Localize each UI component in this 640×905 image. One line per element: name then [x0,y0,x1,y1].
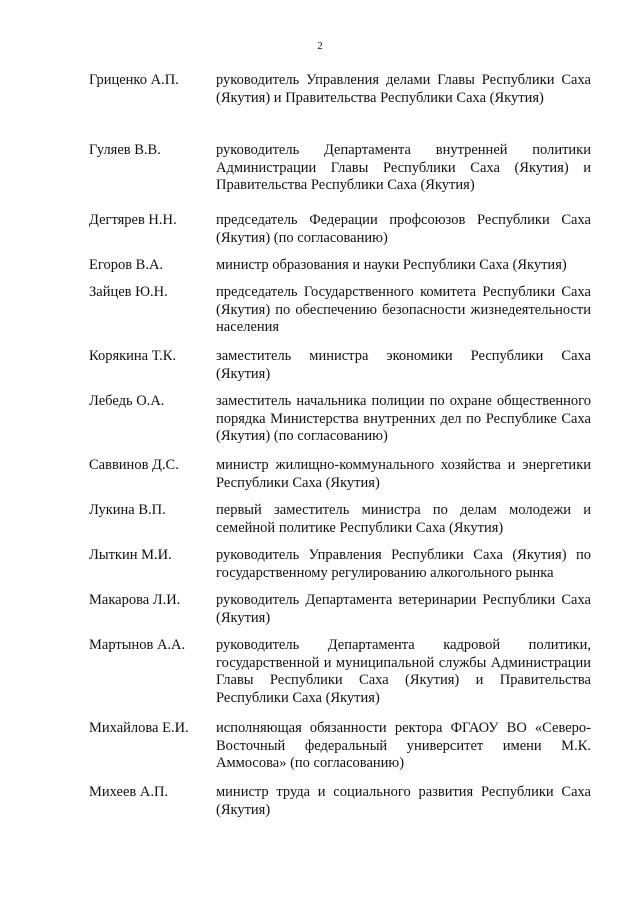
member-name: Дегтярев Н.Н. [89,212,177,228]
member-role: исполняющая обязанности ректора ФГАОУ ВО «Северо-Восточный федеральный университет имени М.К. Аммосова» (по согласованию) [216,720,591,771]
member-role: заместитель министра экономики Республики Саха (Якутия) [216,348,591,382]
page-number: 2 [317,40,323,52]
list-item [89,257,591,284]
member-list [89,72,591,829]
member-role: министр труда и социального развития Республики Саха (Якутия) [216,784,591,818]
list-item [89,592,591,637]
member-role: руководитель Департамента ветеринарии Республики Саха (Якутия) [216,592,591,626]
member-name: Лыткин М.И. [89,547,172,563]
list-item [89,637,591,720]
member-name: Мартынов А.А. [89,637,186,653]
member-role: руководитель Управления Республики Саха (Якутия) по государственному регулированию алкогольного рынка [216,547,591,581]
member-role: руководитель Управления делами Главы Республики Саха (Якутия) и Правительства Республики Саха (Якутия) [216,72,591,106]
member-role: руководитель Департамента кадровой политики, государственной и муниципальной службы Администрации Главы Республики Саха (Якутия) и Правительства Республики Саха (Якутия) [216,637,591,706]
member-role: министр образования и науки Республики Саха (Якутия) [216,257,567,273]
member-name: Саввинов Д.С. [89,457,179,473]
member-name: Гуляев В.В. [89,142,161,158]
member-name: Лукина В.П. [89,502,166,518]
list-item [89,393,591,457]
member-role: первый заместитель министра по делам молодежи и семейной политике Республики Саха (Якутия) [216,502,591,536]
member-role: руководитель Департамента внутренней политики Администрации Главы Республики Саха (Якутия) и Правительства Республики Саха (Якутия) [216,142,591,193]
member-role: заместитель начальника полиции по охране общественного порядка Министерства внутренних дел по Республике Саха (Якутия) (по согласованию) [216,393,591,444]
list-item [89,720,591,784]
list-item [89,212,591,257]
list-item [89,784,591,829]
member-role: председатель Государственного комитета Республики Саха (Якутия) по обеспечению безопасности жизнедеятельности населения [216,284,591,335]
member-name: Михеев А.П. [89,784,169,800]
list-item [89,502,591,547]
member-name: Зайцев Ю.Н. [89,284,168,300]
member-name: Гриценко А.П. [89,72,179,88]
list-item [89,547,591,592]
member-role: министр жилищно-коммунального хозяйства и энергетики Республики Саха (Якутия) [216,457,591,491]
member-name: Егоров В.А. [89,257,164,273]
member-name: Макарова Л.И. [89,592,181,608]
member-name: Михайлова Е.И. [89,720,189,736]
list-item [89,142,591,212]
list-item [89,284,591,348]
member-name: Лебедь О.А. [89,393,165,409]
list-item [89,457,591,502]
list-item [89,72,591,142]
member-name: Корякина Т.К. [89,348,177,364]
list-item [89,348,591,393]
member-role: председатель Федерации профсоюзов Республики Саха (Якутия) (по согласованию) [216,212,591,246]
